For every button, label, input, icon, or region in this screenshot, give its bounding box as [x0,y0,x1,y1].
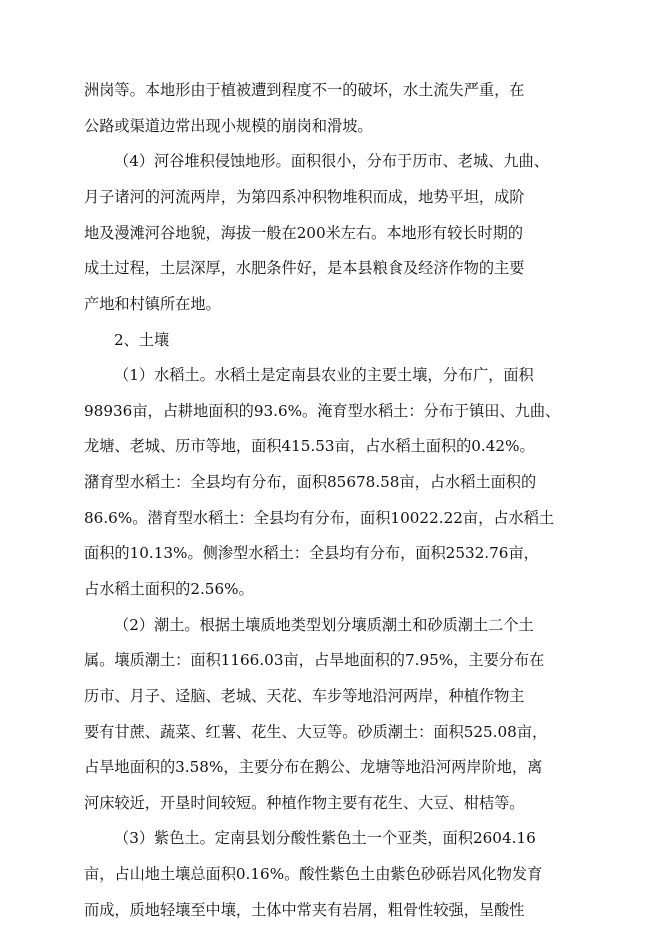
text-line: 产地和村镇所在地。 [84,295,221,313]
text-line: 潴育型水稻土：全县均有分布，面积85678.58亩，占水稻土面积的 [84,473,537,491]
text-line: （3）紫色土。定南县划分酸性紫色土一个亚类，面积2604.16 [114,829,536,847]
text-line: 占水稻土面积的2.56%。 [84,580,254,598]
text-line: 占旱地面积的3.58%，主要分布在鹅公、龙塘等地沿河两岸阶地，离 [84,758,543,776]
text-line: 洲岗等。本地形由于植被遭到程度不一的破坏，水土流失严重，在 [84,81,525,99]
text-line: 亩，占山地土壤总面积0.16%。酸性紫色土由紫色砂砾岩风化物发育 [84,865,543,883]
text-line: 要有甘蔗、蔬菜、红薯、花生、大豆等。砂质潮土：面积525.08亩， [84,723,548,741]
text-line: （4）河谷堆积侵蚀地形。面积很小，分布于历市、老城、九曲、 [114,152,549,170]
text-line: 公路或渠道边常出现小规模的崩岗和滑坡。 [84,117,373,135]
text-line: 属。壤质潮土：面积1166.03亩，占旱地面积的7.95%，主要分布在 [84,651,545,669]
text-line: 面积的10.13%。侧渗型水稻土：全县均有分布，面积2532.76亩， [84,544,539,562]
text-line: 98936亩，占耕地面积的93.6%。淹育型水稻土：分布于镇田、九曲、 [84,402,561,420]
text-line: （1）水稻土。水稻土是定南县农业的主要土壤，分布广，面积 [114,366,534,384]
text-line: 86.6%。潜育型水稻土：全县均有分布，面积10022.22亩，占水稻土 [84,509,555,527]
text-line: 龙塘、老城、历市等地，面积415.53亩，占水稻土面积的0.42%。 [84,437,535,455]
text-line: 地及漫滩河谷地貌，海拔一般在200米左右。本地形有较长时期的 [84,224,524,242]
text-line: （2）潮土。根据土壤质地类型划分壤质潮土和砂质潮土二个土 [114,616,534,634]
section-heading: 2、土壤 [114,331,170,349]
text-line: 河床较近，开垦时间较短。种植作物主要有花生、大豆、柑桔等。 [84,794,525,812]
text-line: 月子诸河的河流两岸，为第四系冲积物堆积而成，地势平坦，成阶 [84,188,525,206]
text-line: 而成，质地轻壤至中壤，土体中常夹有岩屑，粗骨性较强，呈酸性 [84,901,525,919]
text-line: 历市、月子、迳脑、老城、天花、车步等地沿河两岸，种植作物主 [84,687,525,705]
text-line: 成土过程，土层深厚，水肥条件好，是本县粮食及经济作物的主要 [84,259,525,277]
